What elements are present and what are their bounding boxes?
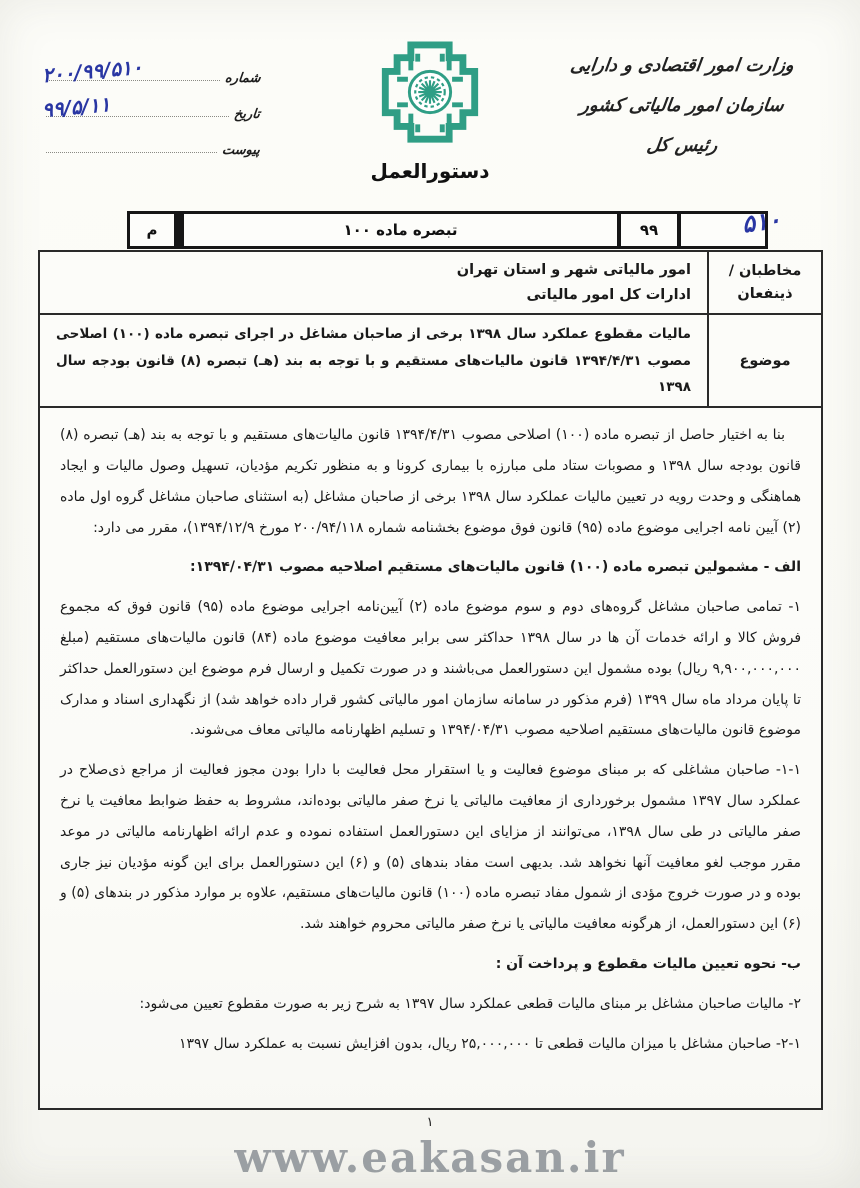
- date-row: [40, 86, 260, 122]
- item-2-1-paragraph: ۲-۱- صاحبان مشاغل با میزان مالیات قطعی تا ۲۵,۰۰۰,۰۰۰ ریال، بدون افزایش نسبت به عملکرد سال ۱۳۹۷: [178, 1035, 801, 1052]
- recipients-label: [707, 252, 821, 313]
- attachment-row: [40, 122, 260, 158]
- intro-paragraph: بنا به اختیار حاصل از تبصره ماده (۱۰۰) اصلاحی مصوب ۱۳۹۴/۴/۳۱ قانون مالیات‌های مستقیم و با توجه به بند (هـ) تبصره (۸) قانون بودجه سال ۱۳۹۸ و مصوبات ستاد ملی مبارزه با بیماری کرونا و به منظور تکریم مؤدیان، تسهیل وصول مالیات و ایجاد هماهنگی و وحدت رویه در تعیین مالیات عملکرد سال ۱۳۹۸ برخی از صاحبان مشاغل (به استثنای صاحبان مشاغل گروه اول ماده (۲) آیین نامه اجرایی موضوع ماده (۹۵) قانون فوق موضوع بخشنامه شماره ۲۰۰/۹۴/۱۱۸ مورخ ۱۳۹۴/۱۲/۹)، مقرر می دارد:: [60, 427, 802, 536]
- attachment-dotted-line: [46, 150, 217, 153]
- number-row: [40, 50, 260, 86]
- subject-content: مالیات مقطوع عملکرد سال ۱۳۹۸ برخی از صاحبان مشاغل در اجرای تبصره ماده (۱۰۰) اصلاحی مصوب ۱۳۹۴/۴/۳۱ قانون مالیات‌های مستقیم و با توجه به بند (هـ) تبصره (۸) قانون بودجه سال ۱۳۹۸: [56, 326, 692, 395]
- org-name-line-2: سازمان امور مالیاتی کشور: [579, 95, 785, 116]
- item-2-paragraph: ۲- مالیات صاحبان مشاغل بر مبنای مالیات قطعی عملکرد سال ۱۳۹۷ به شرح زیر به صورت مقطوع تعیین می‌شود:: [139, 995, 801, 1012]
- recipient-line: امور مالیاتی شهر و استان تهران: [456, 262, 691, 278]
- type-code-cell: م: [130, 214, 174, 246]
- organization-block: [562, 46, 802, 166]
- year-cell: ۹۹: [621, 214, 677, 246]
- item-1-1-paragraph: ۱-۱- صاحبان مشاغلی که بر مبنای موضوع فعالیت و یا استقرار محل فعالیت با دارا بودن مجوز فعالیت از مراجع ذی‌صلاح در عملکرد سال ۱۳۹۷ مشمول برخورداری از معافیت مالیاتی یا نرخ صفر مالیاتی بوده‌اند، مشروط به حفظ ضوابط معافیت یا نرخ صفر مالیاتی در طی سال ۱۳۹۸، می‌توانند از مزایای این دستورالعمل استفاده نموده و عدم ارائه اظهارنامه مالیاتی در موعد مقرر موجب لغو معافیت آنها نخواهد شد. بدیهی است مفاد بندهای (۵) و (۶) این دستورالعمل برای این گونه مؤدیان نیز جاری بوده و در صورت خروج مؤدی از شمول مفاد تبصره ماده (۱۰۰) قانون مالیات‌های مستقیم، علاوه بر موارد مذکور در بندهای (۵) و (۶) این دستورالعمل، از هرگونه معافیت مالیاتی یا نرخ صفر مالیاتی محروم خواهند شد.: [60, 762, 801, 933]
- section-b-heading: ب- نحوه تعیین مالیات مقطوع و پرداخت آن :: [495, 955, 801, 972]
- section-a-heading: الف - مشمولین تبصره ماده (۱۰۰) قانون مالیات‌های مستقیم اصلاحیه مصوب ۱۳۹۴/۰۴/۳۱:: [190, 559, 801, 576]
- date-label: تاریخ: [233, 107, 261, 122]
- subject-cell: تبصره ماده ۱۰۰: [184, 214, 617, 246]
- date-handwritten-value: ۹۹/۵/۱۱: [41, 92, 112, 122]
- recipients-label-line2: ذینفعان: [737, 285, 793, 302]
- tax-administration-logo-icon: [378, 133, 482, 152]
- subject-label: موضوع: [707, 315, 821, 406]
- org-name-line-3: رئیس کل: [645, 135, 719, 156]
- recipients-row: [40, 252, 821, 315]
- letterhead-logo-block: [345, 38, 515, 183]
- document-body: [40, 408, 821, 1074]
- org-name-line-1: وزارت امور اقتصادی و دارایی: [569, 55, 796, 76]
- document-box: [38, 250, 823, 1110]
- watermark: www.eakasan.ir: [234, 1133, 626, 1182]
- recipient-line: ادارات کل امور مالیاتی: [526, 286, 691, 303]
- recipients-label-line1: مخاطبان /: [728, 263, 802, 280]
- handwritten-code: ۵۱۰: [740, 205, 783, 239]
- classification-bar: [127, 205, 783, 249]
- attachment-label: پیوست: [221, 143, 261, 158]
- document-meta-block: [40, 50, 260, 158]
- handwritten-code-cell: [681, 205, 783, 246]
- doc-type-label: دستورالعمل: [370, 159, 490, 183]
- number-handwritten-value: ۲۰۰/۹۹/۵۱۰: [41, 54, 144, 88]
- number-label: شماره: [223, 71, 261, 86]
- recipients-content: [40, 252, 707, 313]
- subject-row: [40, 315, 821, 408]
- item-1-paragraph: ۱- تمامی صاحبان مشاغل گروه‌های دوم و سوم موضوع ماده (۲) آیین‌نامه اجرایی موضوع ماده (۹۵) قانون فوق که مجموع فروش کالا و ارائه خدمات آن ها در سال ۱۳۹۸ حداکثر سی برابر معافیت موضوع ماده (۸۴) قانون مالیات‌های مستقیم (مبلغ ۹,۹۰۰,۰۰۰,۰۰۰ ریال) بوده مشمول این دستورالعمل می‌باشند و در صورت تکمیل و ارسال فرم موضوع این دستورالعمل حداکثر تا پایان مرداد ماه سال ۱۳۹۹ (فرم مذکور در سامانه سازمان امور مالیاتی کشور قرار داده خواهد شد) از نگهداری اسناد و مدارک موضوع قانون مالیات‌های مستقیم اصلاحیه مصوب ۱۳۹۴/۰۴/۳۱ و تسلیم اظهارنامه مالیاتی معاف می‌شوند.: [60, 599, 802, 739]
- page-number: ۱: [426, 1115, 434, 1130]
